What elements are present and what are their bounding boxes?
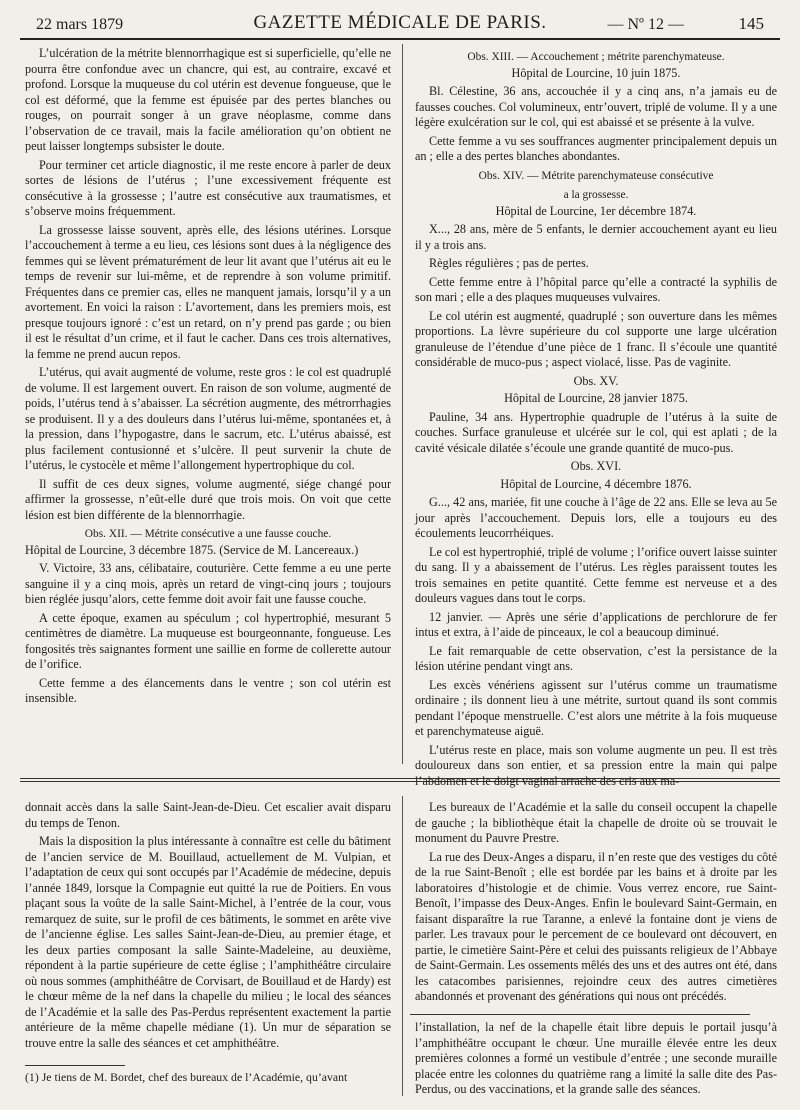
paragraph: Mais la disposition la plus intéressante à connaître est celle du bâtiment de l’ancien service de M. Bouillaud, actuellement de M. Vulpian, et l’adaptation de ceux qui sont occupés par l’Académie de médecine, depuis l’année 1849, lorsque la Compagnie eut quitté la rue de Poitiers. En vous plaçant sous la voûte de la salle Saint-Michel, à l’entrée de la cour, vous remarquez de suite, sur le profil de ces bâtiments, le sommet en arête vive de l’ancienne église. Les salles Saint-Jean-de-Dieu, au premier étage, et les deux parties composant la salle Sainte-Madeleine, au deuxième, répondent à la partie supérieure de cette église ; l’amphithéâtre circulaire où nous sommes (amphithéâtre de Corvisart, de Bouillaud et de Hardy) est le chœur même de la nef dans la chapelle du milieu ; le local des séances de l’Académie et la salle des Pas-Perdus représentent exactement la partie antérieure de la même chapelle médiane (1). Un mur de séparation se trouve entre la salle des séances et cet amphithéâtre. [25, 834, 391, 1050]
paragraph: l’installation, la nef de la chapelle était libre depuis le portail jusqu’à l’amphithéâtre occupant le chœur. Une muraille élevée entre les deux premières colonnes a formé un vestibule d’entrée ; une seconde muraille placée entre les colonnes du quatrième rang a limité la salle dite des Pas-Perdus, ou des vaccinations, et la grande salle des séances. [415, 1020, 777, 1096]
obs-13-hospital: Hôpital de Lourcine, 10 juin 1875. [511, 65, 681, 80]
column-top-left [25, 46, 391, 710]
paragraph: L’utérus reste en place, mais son volume augmente un peu. Il est très douloureux dans son entier, et sa pression entre la main qui palpe l’abdomen et le doigt vaginal arrache des cris aux ma- [415, 742, 777, 788]
paragraph: Règles régulières ; pas de pertes. [429, 256, 589, 270]
header-date: 22 mars 1879 [36, 16, 124, 33]
paragraph: Cette femme a des élancements dans le ventre ; son col utérin est insensible. [25, 675, 391, 705]
obs-14-title-line2: a la grossesse. [563, 189, 629, 201]
paragraph: La rue des Deux-Anges a disparu, il n’en reste que des vestiges du côté de la rue Saint-Benoît ; elle est bordée par les bains et à droite par les laboratoires d’histologie et de chimie. Vous verrez encore, rue Saint-Benoît, l’impasse des Deux-Anges. Enfin le boulevard Saint-Germain, en faisant disparaître la rue Taranne, a enlevé la fontaine dont je viens de parler. Les travaux pour le percement de ce boulevard ont découvert, en partie, le cimetière Saint-Père et celui des puissants religieux de l’Abbaye de Saint-Germain. Les ossements mêlés des uns et des autres ont été, dans les catacombes parisiennes, rejoindre ceux des autres cimetières abandonnés et provenant des générations qui nous ont précédés. [415, 849, 777, 1003]
paragraph: L’ulcération de la métrite blennorrhagique est si superficielle, qu’elle ne pourra être confondue avec un chancre, qui est, au contraire, excavé et profond. Lorsque la muqueuse du col utérin est devenue fongueuse, que le col est déformé, que la femme est épuisée par des pertes blanches ou rouges, on pourrait songer à un grave néoplasme, comme dans l’observation de ce travail, mais la facile amélioration qu’on obtient ne peut laisser longtemps subsister le doute. [25, 46, 391, 153]
paragraph: Pour terminer cet article diagnostic, il me reste encore à parler de deux sortes de lésions de l’utérus ; l’une excessivement fréquente est consécutive à la grossesse ; l’autre est consécutive aux traumatismes, et s’observe moins fréquemment. [25, 157, 391, 218]
paragraph: La grossesse laisse souvent, après elle, des lésions utérines. Lorsque l’accouchement à terme a eu lieu, ces lésions sont dues à la négligence des femmes qui se lèvent prématurément de leur lit avant que l’utérus ait eu le temps de revenir sur lui-même, et de reprendre à son volume primitif. Fréquentes dans ce premier cas, elles ne manquent jamais, lorsqu’il y a un avortement. En voici la raison : L’avortement, dans les premiers mois, est presque toujours ignoré : c’est un retard, on n’y prend pas garde ; ou bien il est le résultat d’un crime, et il faut le cacher. Dans ces trois alternatives, la femme ne prend aucun repos. [25, 222, 391, 361]
obs-15-hospital: Hôpital de Lourcine, 28 janvier 1875. [504, 391, 688, 405]
header-page-number: 145 [738, 14, 764, 33]
paragraph: Il suffit de ces deux signes, volume augmenté, siége changé pour affirmer la grossesse, n’eût-elle duré que trois mois. On voit que cette lésion est bien différente de la blennorrhagie. [25, 476, 391, 522]
obs-12-title: Obs. XII. — Métrite consécutive a une fausse couche. [84, 528, 332, 540]
column-bottom-right [415, 800, 777, 1008]
column-top-right [415, 46, 777, 792]
paragraph: Le col est hypertrophié, triplé de volume ; l’orifice ouvert laisse suinter du sang. Il y a abaissement de l’utérus. Les règles paraissent toutes les trois semaines en petite quantité. Cette femme est nerveuse et a des douleurs vagues dans tout le corps. [415, 544, 777, 605]
obs-13-title: Obs. XIII. — Accouchement ; métrite parenchymateuse. [467, 51, 725, 63]
paragraph: Cette femme entre à l’hôpital parce qu’elle a contracté la syphilis de son mari ; elle a des plaques muqueuses vulvaires. [415, 274, 777, 304]
obs-12-hospital: Hôpital de Lourcine, 3 décembre 1875. (Service de M. Lancereaux.) [25, 542, 359, 557]
footnote-rule [25, 1065, 125, 1066]
paragraph: G..., 42 ans, mariée, fit une couche à l’âge de 22 ans. Elle se leva au 5e jour après l’accouchement. Depuis lors, elle a toujours eu des écoulements leucorrhéiques. [415, 495, 777, 540]
paragraph: donnait accès dans la salle Saint-Jean-de-Dieu. Cet escalier avait disparu du temps de Tenon. [25, 800, 391, 830]
paragraph: 12 janvier. — Après une série d’applications de perchlorure de fer intus et extra, à l’aide de pinceaux, le col a beaucoup diminué. [415, 609, 777, 639]
paragraph: L’utérus, qui avait augmenté de volume, reste gros : le col est quadruplé de volume. Il est largement ouvert. En raison de son volume, augmenté de poids, l’utérus tend à s’abaisser. La sécrétion augmente, des métrorrhagies se produisent. Il y a des douleurs dans l’utérus lui-même, spontanées et, à la pression, dans l’hypogastre, dans le sacrum, etc. L’utérus abaissé, est plus facilement contusionné et s’ulcère. Il peut survenir la chute de l’utérus, le cystocèle et même l’allongement hypertrophique du col. [25, 365, 391, 472]
paragraph: Pauline, 34 ans. Hypertrophie quadruple de l’utérus à la suite de couches. Surface granuleuse et ulcérée sur le col, qui est aplati ; de la cavité vésicale dilatée s’écoule une grande quantité de muco-pus. [415, 409, 777, 455]
column-divider-bottom [402, 796, 403, 1096]
paragraph: Les excès vénériens agissent sur l’utérus comme un traumatisme ordinaire ; ils donnent lieu à une métrite, surtout quand ils sont commis pendant l’époque menstruelle. C’est alors une métrite à la fois muqueuse et parenchymateuse aiguë. [415, 677, 777, 738]
obs-14-title: Obs. XIV. — Métrite parenchymateuse consécutive [478, 169, 714, 182]
column-bottom-left [25, 800, 391, 1054]
header-title: GAZETTE MÉDICALE DE PARIS. [253, 12, 547, 33]
paragraph: X..., 28 ans, mère de 5 enfants, le dernier accouchement ayant eu lieu il y a trois ans. [415, 222, 777, 252]
obs-16-title: Obs. XVI. [570, 459, 622, 473]
paragraph: Cette femme a vu ses souffrances augmenter principalement depuis un an ; elle a des pertes blanches abondantes. [415, 133, 777, 163]
paragraph: V. Victoire, 33 ans, célibataire, couturière. Cette femme a eu une perte sanguine il y a cinq mois, après un retard de vingt-cinq jours ; toujours bien réglée jusqu’alors, cette femme doit avoir fait une fausse couche. [25, 561, 391, 606]
paragraph: Bl. Célestine, 36 ans, accouchée il y a cinq ans, n’a jamais eu de fausses couches. Col volumineux, entr’ouvert, triplé de volume. Il y a une légère exulcération sur le col, qui est abaissé et se présente à la vulve. [415, 84, 777, 129]
paragraph: Les bureaux de l’Académie et la salle du conseil occupent la chapelle de gauche ; la bibliothèque était la chapelle de droite où se trouvait le monument du Pauvre Prestre. [415, 800, 777, 845]
paragraph: A cette époque, examen au spéculum ; col hypertrophié, mesurant 5 centimètres de diamètre. La muqueuse est bourgeonnante, fongueuse. Les fongosités très saignantes forment une saillie en forme de collerette autour de l’orifice. [25, 610, 391, 671]
page-header [20, 8, 780, 40]
obs-16-hospital: Hôpital de Lourcine, 4 décembre 1876. [500, 476, 692, 491]
footnote-continuation-rule [410, 1014, 750, 1015]
obs-14-hospital: Hôpital de Lourcine, 1er décembre 1874. [495, 203, 697, 218]
paragraph: Le col utérin est augmenté, quadruplé ; son ouverture dans les mêmes proportions. La lèvre supérieure du col supporte une large ulcération granuleuse de l’étendue d’une pièce de 1 franc. Il s’écoule une quantité considérable de muco-pus ; aspect violacé, lisse. Pas de vaginite. [415, 308, 777, 369]
column-divider-top [402, 44, 403, 764]
footnote: (1) Je tiens de M. Bordet, chef des bureaux de l’Académie, qu’avant [25, 1070, 348, 1084]
header-issue: — Nº 12 — [607, 16, 684, 33]
footnote-continuation [415, 1020, 777, 1101]
paragraph: Le fait remarquable de cette observation, c’est la persistance de la lésion utérine pendant vingt ans. [415, 643, 777, 673]
obs-15-title: Obs. XV. [573, 373, 619, 388]
